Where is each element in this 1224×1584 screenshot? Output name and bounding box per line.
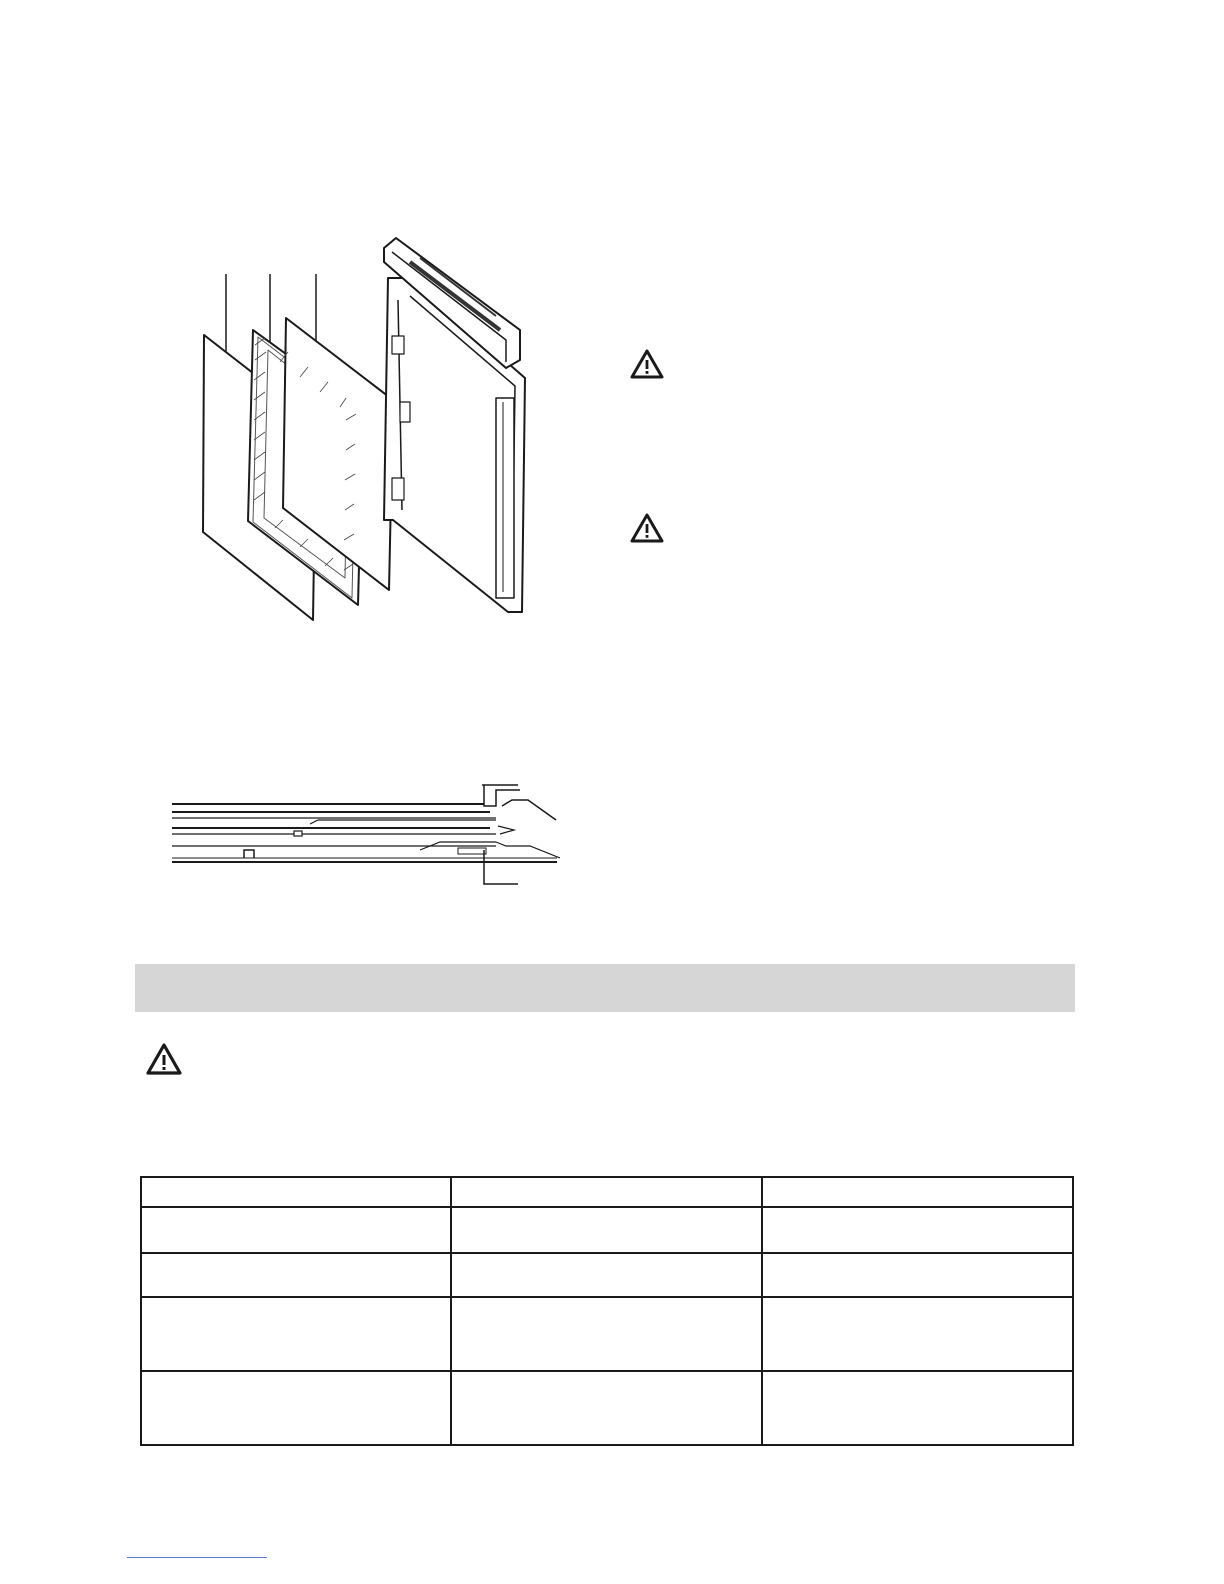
table-cell <box>762 1297 1073 1371</box>
table-header-row <box>141 1177 1073 1207</box>
oven-door-cross-section-figure <box>168 780 560 890</box>
footer-link[interactable] <box>127 1557 267 1558</box>
table-cell <box>141 1253 451 1297</box>
table-cell <box>451 1297 762 1371</box>
table-header-cell <box>141 1177 451 1207</box>
table-cell <box>141 1297 451 1371</box>
table-row <box>141 1371 1073 1445</box>
table-cell <box>451 1371 762 1445</box>
table-row <box>141 1253 1073 1297</box>
warning-triangle-icon <box>630 349 664 379</box>
table-header-cell <box>762 1177 1073 1207</box>
table-cell <box>141 1371 451 1445</box>
table-header-cell <box>451 1177 762 1207</box>
table-cell <box>141 1207 451 1253</box>
table-cell <box>762 1207 1073 1253</box>
table-row <box>141 1297 1073 1371</box>
oven-door-exploded-figure <box>180 228 550 628</box>
table-cell <box>762 1371 1073 1445</box>
troubleshooting-table <box>140 1176 1074 1446</box>
section-header-bar <box>135 964 1075 1012</box>
table-cell <box>451 1253 762 1297</box>
warning-triangle-icon <box>630 513 664 543</box>
table-row <box>141 1207 1073 1253</box>
table-cell <box>451 1207 762 1253</box>
warning-triangle-icon <box>146 1043 182 1075</box>
table-cell <box>762 1253 1073 1297</box>
